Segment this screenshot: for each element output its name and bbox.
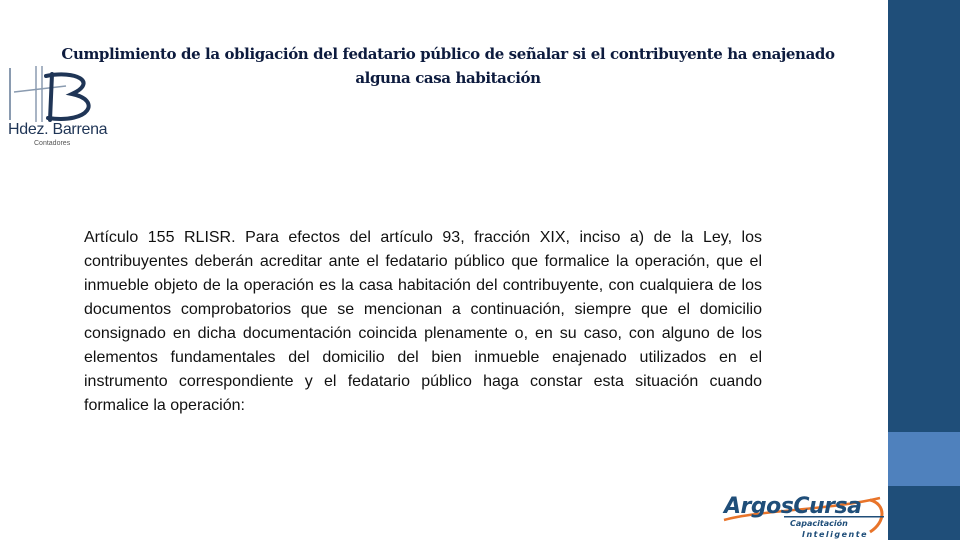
sidebar-accent-dark-bottom — [888, 486, 960, 540]
logo-left-subtitle: Contadores — [34, 140, 71, 147]
sidebar-accent-dark — [888, 0, 960, 432]
article-text: Artículo 155 RLISR. Para efectos del artículo 93, fracción XIX, inciso a) de la Ley, los contribuyentes deberán acreditar ante el fedatario público que formalice la operación, que el inmueble objeto de la operación es la casa habitación del contribuyente, con cualquiera de los documentos comprobatorios que se mencionan a continuación, siempre que el domicilio consignado en dicha documentación coincida plenamente o, en su caso, con alguno de los elementos fundamentales del domicilio del bien inmueble enajenado utilizados en el instrumento correspondiente y el fedatario público haga constar esta situación cuando formalice la operación: — [84, 229, 762, 414]
hdez-barrena-logo — [6, 64, 106, 154]
argoscursa-logo — [720, 492, 888, 540]
slide-title: Cumplimiento de la obligación del fedatario público de señalar si el contribuyente ha enajenado alguna casa habitación — [61, 45, 835, 87]
logo-right-name: ArgosCursa — [724, 494, 862, 519]
logo-left-name: Hdez. Barrena — [8, 121, 108, 138]
sidebar-accent-light — [888, 432, 960, 486]
logo-right-tagline-2: Inteligente — [802, 530, 869, 539]
logo-right-tagline-1: Capacitación — [790, 519, 848, 528]
hb-monogram-icon — [6, 64, 106, 124]
